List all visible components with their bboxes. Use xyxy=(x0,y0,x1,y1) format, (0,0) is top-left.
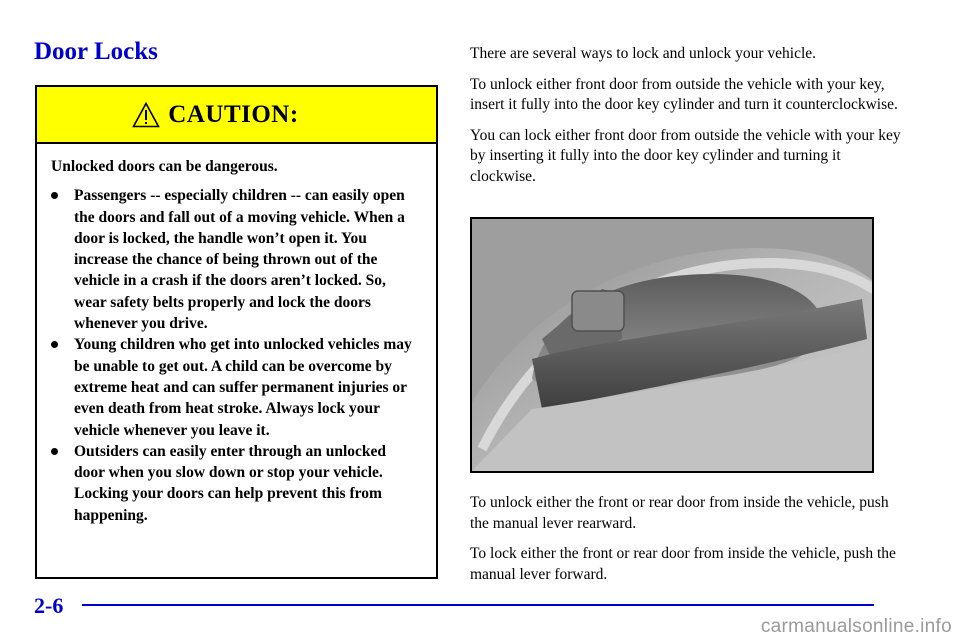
caution-body xyxy=(37,144,436,526)
right-column-text xyxy=(470,44,910,197)
caution-bullet xyxy=(51,185,418,334)
caution-bullet-text: Outsiders can easily enter through an unlocked door when you slow down or stop your vehicle. Locking your doors can help prevent this from happening. xyxy=(74,442,387,524)
paragraph: There are several ways to lock and unlock your vehicle. xyxy=(470,45,817,62)
caution-box xyxy=(35,85,438,579)
footer-rule xyxy=(82,604,874,606)
caution-bullet xyxy=(51,334,418,440)
door-handle-illustration xyxy=(472,219,872,471)
bottom-text xyxy=(470,493,910,595)
caution-bullet-list xyxy=(51,185,418,526)
warning-triangle-icon xyxy=(132,102,160,128)
caution-bullet-text: Young children who get into unlocked vehicles may be unable to get out. A child can be overcome by extreme heat and can suffer permanent injuries or even death from heat stroke. Always lock your vehicle whenever you leave it. xyxy=(74,336,412,439)
bullet-dot-icon xyxy=(51,192,58,199)
caution-intro: Unlocked doors can be dangerous. xyxy=(51,158,278,175)
door-handle-photo xyxy=(470,217,874,473)
bullet-dot-icon xyxy=(51,341,58,348)
bullet-dot-icon xyxy=(51,448,58,455)
page-number: 2-6 xyxy=(34,593,64,618)
caution-bullet xyxy=(51,441,418,526)
caution-bullet-text: Passengers -- especially children -- can easily open the doors and fall out of a moving vehicle. When a door is locked, the handle won’t open it. You increase the chance of being thrown out of the vehicle in a crash if the doors aren’t locked. So, wear safety belts properly and lock the doors whenever you drive. xyxy=(74,187,405,333)
paragraph: You can lock either front door from outside the vehicle with your key by inserting it fully into the door key cylinder and turning it clockwise. xyxy=(470,126,901,185)
caution-header xyxy=(37,87,436,144)
paragraph: To unlock either front door from outside the vehicle with your key, insert it fully into the door key cylinder and turn it counterclockwise. xyxy=(470,75,898,113)
paragraph: To unlock either the front or rear door from inside the vehicle, push the manual lever rearward. xyxy=(470,494,889,532)
caution-title: CAUTION: xyxy=(168,100,299,128)
paragraph: To lock either the front or rear door from inside the vehicle, push the manual lever forward. xyxy=(470,545,896,583)
watermark: carmanualsonline.info xyxy=(760,616,952,637)
page-title: Door Locks xyxy=(34,38,158,65)
